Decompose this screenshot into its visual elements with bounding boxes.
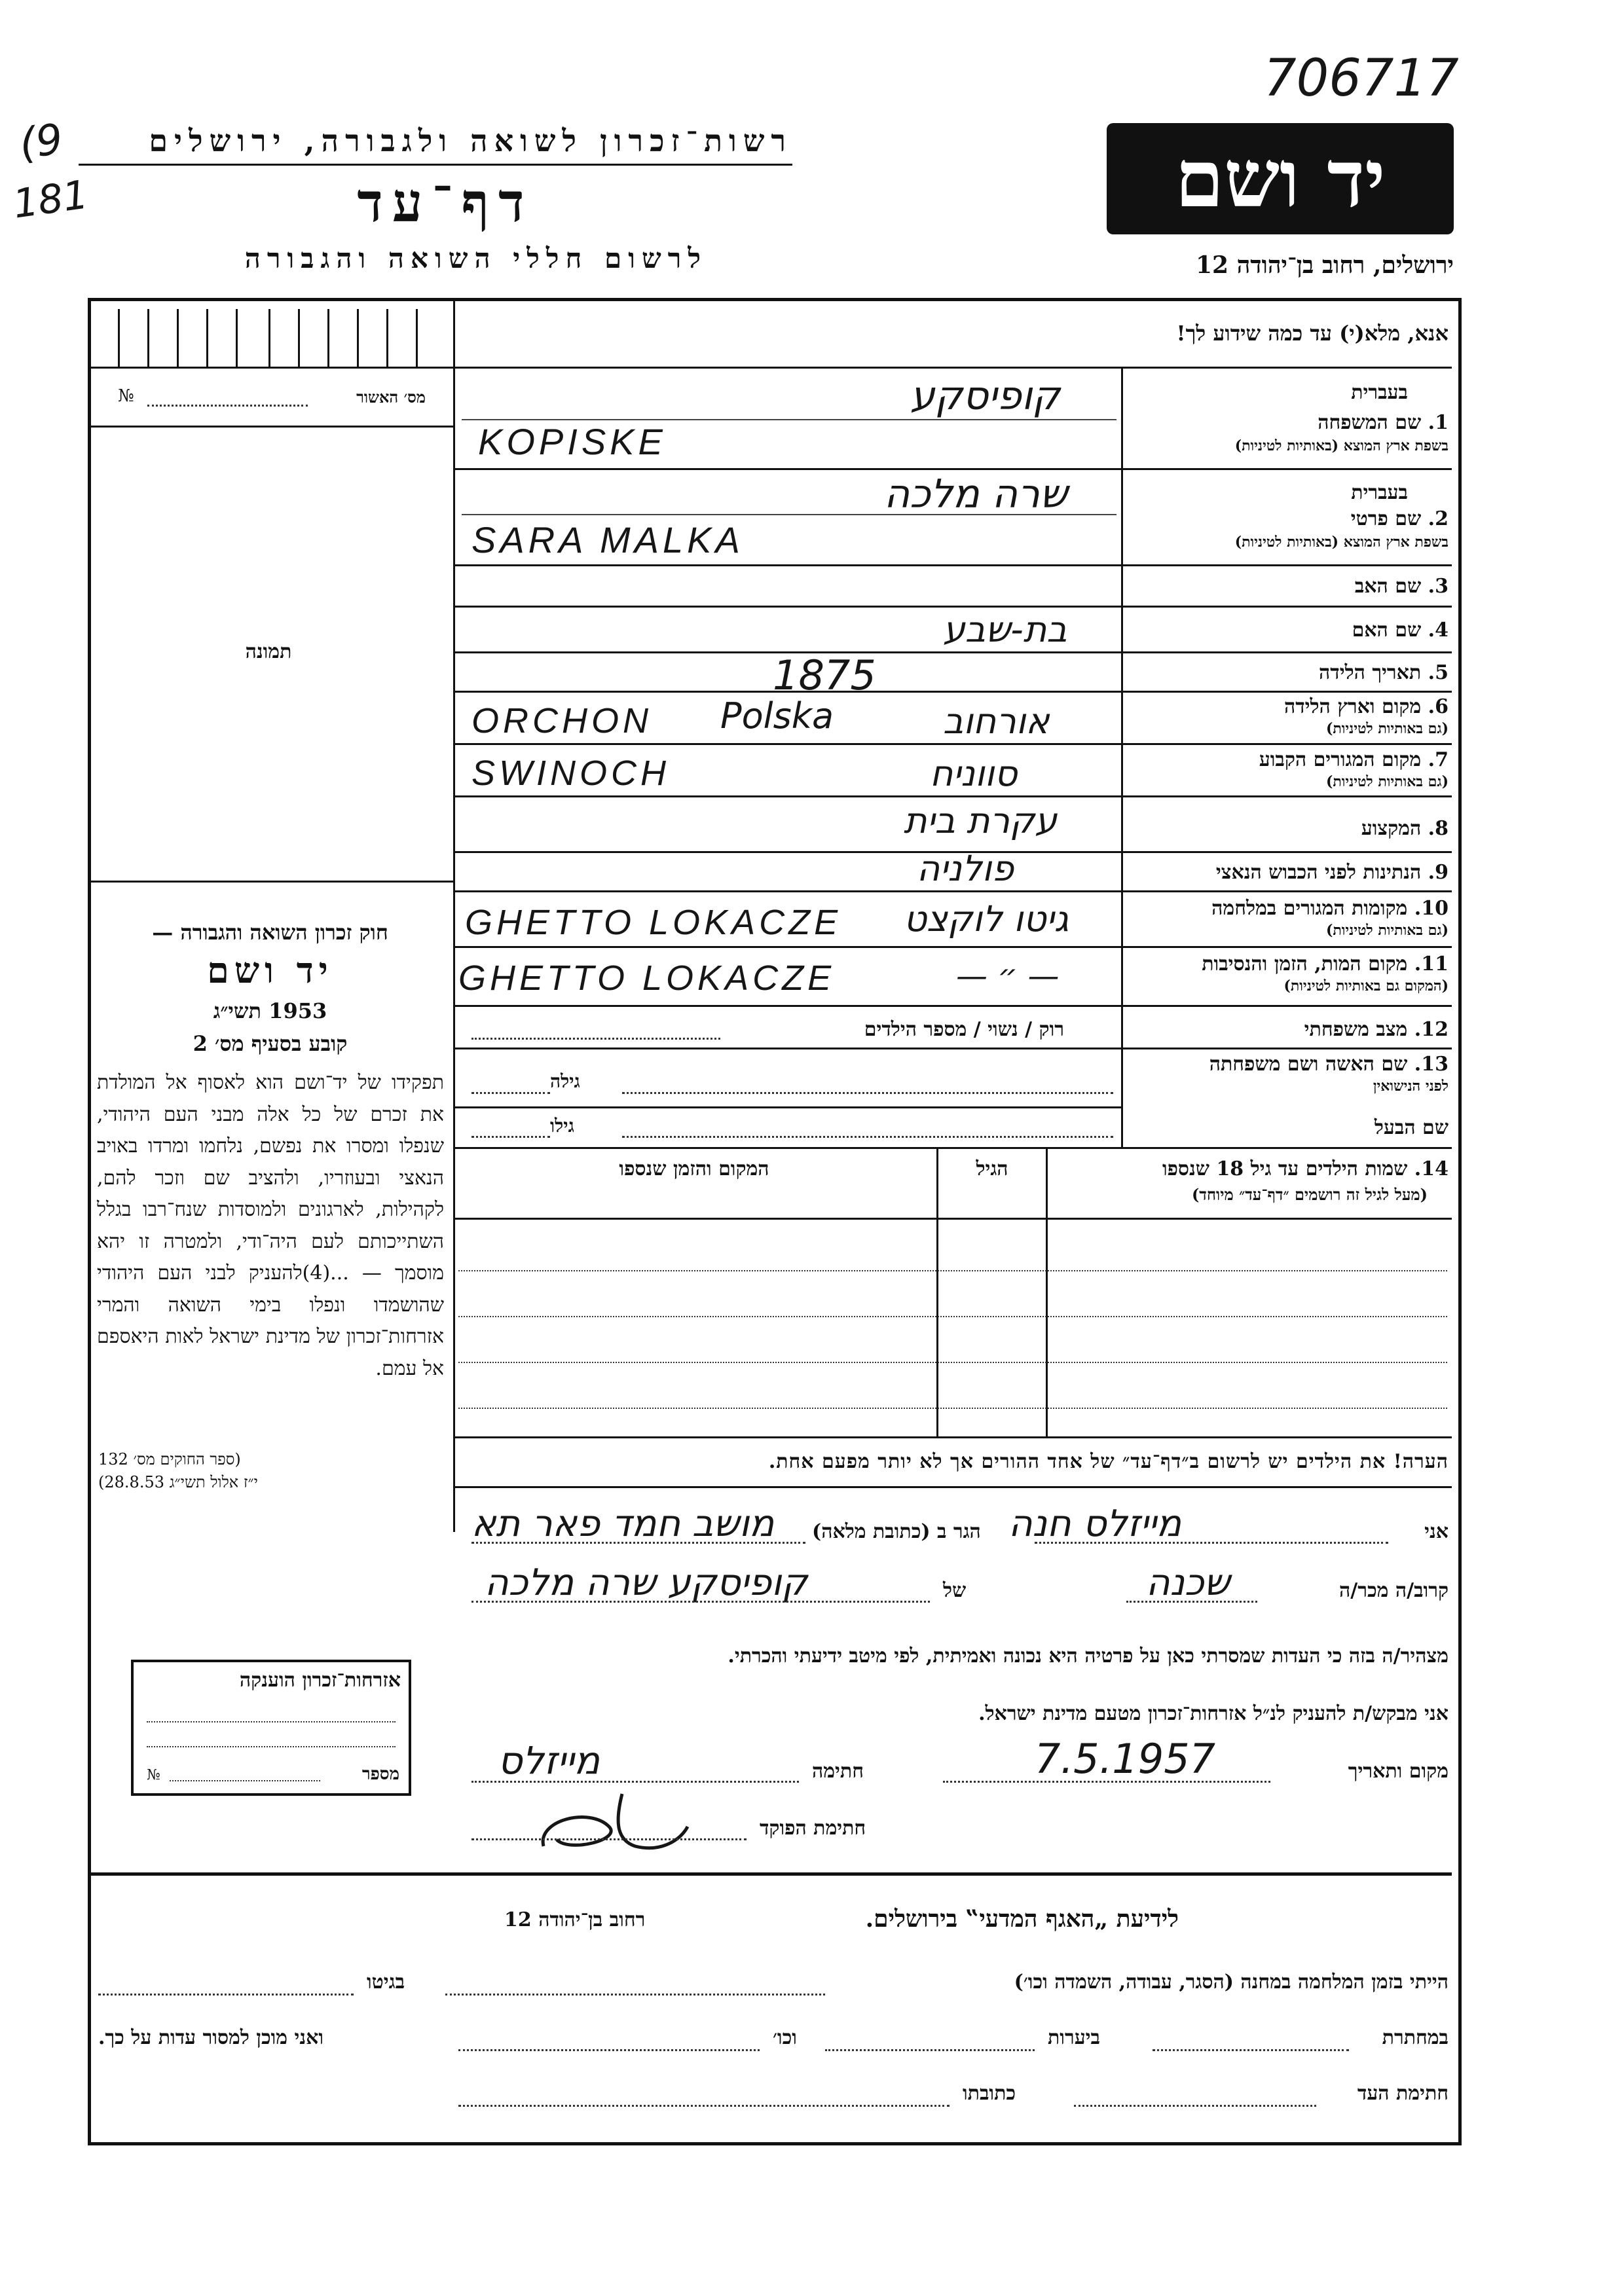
approval-no-field[interactable] [147, 405, 308, 407]
decl-of: של [943, 1579, 967, 1602]
decl-official-label: חתימת הפוקד [760, 1817, 866, 1840]
photo-label: תמונה [245, 640, 292, 663]
footer-witness-sig: חתימת העד [1357, 2082, 1449, 2105]
children-col-age: הגיל [976, 1157, 1008, 1180]
law-text: תפקידו של יד־ושם הוא לאסוף אל המולדת את זכרם של כל אלה מבני העם היהודי, שנפלו ומסרו את נפשם, נלחמו ומרדו באויב הנאצי ובעוזריו, ולהציב שם וזכר להם, לקהילות, לארגונים ולמוסדות שנח־רבו בגלל השתייכותם לעם היה־ודי, ולמטרה זו יהא מוסמך — ...(4)להעניק לבני העם היהודי שהושמדו ונפלו בימי השואה והמרי אזרחות־זכרון של מדינת ישראל לאות היאספם אל עמם. [97, 1071, 445, 1380]
field-1-sub: בשפת ארץ המוצא (באותיות לטיניות) [1234, 437, 1449, 454]
field-7-label: 7. מקום המגורים הקבוע [1259, 748, 1449, 771]
decl-statement: מצהיר/ה בזה כי העדות שמסרתי כאן על פרטיה היא נכונה ואמיתית, לפי מיטב ידיעתי והכרתי. [728, 1645, 1449, 1667]
field-6-label: 6. מקום וארץ הלידה [1283, 695, 1449, 718]
citizenship-title: אזרחות־זכרון הוענקה [239, 1669, 401, 1692]
logo-text: יד ושם [1175, 132, 1386, 225]
field-4-label: 4. שם האם [1352, 619, 1449, 642]
field-9-value[interactable]: פולניה [917, 848, 1014, 889]
law-year-hebrew: תשי״ג [213, 998, 262, 1023]
field-10-value-latin[interactable]: GHETTO LOKACZE [465, 903, 842, 942]
field-2-hebrew-tag: בעברית [1351, 481, 1408, 504]
field-13-sub: לפני הנישואין [1373, 1078, 1449, 1095]
official-signature[interactable] [530, 1781, 701, 1859]
field-8-label: 8. המקצוע [1361, 817, 1449, 840]
field-5-label: 5. תאריך הלידה [1319, 661, 1449, 684]
labels-column-border [1121, 368, 1123, 1147]
footer-line1: הייתי בזמן המלחמה במחנה (הסגר, עבודה, השמדה וכו׳) [1014, 1971, 1449, 1994]
children-row-2[interactable] [458, 1316, 1447, 1317]
field-6-value-country[interactable]: Polska [720, 695, 834, 737]
field-12-value[interactable]: רוק / נשוי / מספר הילדים [864, 1018, 1064, 1041]
decl-signature[interactable]: מייזלס [498, 1738, 600, 1783]
law-year: 1953 [268, 998, 327, 1023]
field-10-sub: (גם באותיות לטיניות) [1325, 922, 1449, 939]
law-source-1: (ספר החוקים מס׳ 132 [98, 1450, 241, 1468]
children-label: 14. שמות הילדים עד גיל 18 שנספו [1162, 1157, 1449, 1180]
footer-ready: ואני מוכן למסור עדות על כך. [98, 2026, 324, 2049]
field-8-value[interactable]: עקרת בית [904, 800, 1058, 841]
children-row-1[interactable] [458, 1270, 1447, 1271]
field-6-value-latin[interactable]: ORCHON [471, 701, 652, 740]
citizenship-no-symbol: № [147, 1767, 160, 1783]
footer-address-label: כתובתו [963, 2082, 1016, 2105]
footer-etc: וכו׳ [773, 2026, 797, 2049]
field-11-sub: (המקום גם באותיות לטיניות) [1283, 977, 1449, 994]
footer-divider [91, 1872, 1452, 1876]
yad-vashem-logo [1107, 123, 1454, 234]
field-7-value-latin[interactable]: SWINOCH [471, 754, 670, 793]
decl-victim[interactable]: קופיסקע שרה מלכה [485, 1561, 808, 1604]
field-1-hebrew-tag: בעברית [1351, 381, 1408, 404]
decl-address[interactable]: מושב חמד פאר תא [471, 1503, 775, 1545]
decl-relation[interactable]: שכנה [1146, 1561, 1230, 1604]
note: הערה! את הילדים יש לרשום ב״דף־עד״ של אחד ההורים אך לא יותר מפעם אחת. [768, 1450, 1449, 1473]
children-col-divider-2 [1046, 1147, 1048, 1436]
field-13-age-label: גילה [550, 1070, 580, 1092]
form-title: דף־עד [357, 172, 534, 234]
law-clause: קובע בסעיף מס׳ 2 [193, 1031, 348, 1056]
husband-name-field[interactable] [622, 1136, 1113, 1138]
field-6-sub: (גם באותיות לטיניות) [1325, 720, 1449, 737]
field-1-value-hebrew[interactable]: קופיסקע [910, 373, 1060, 419]
field-12-children-count[interactable] [471, 1038, 720, 1040]
field-3-label: 3. שם האב [1354, 575, 1449, 598]
decl-signature-label: חתימה [812, 1760, 864, 1783]
approval-row-bottom [91, 426, 454, 428]
field-11-label: 11. מקום המות, הזמן והנסיבות [1202, 953, 1449, 975]
footer-in-ghetto: בגיטו [367, 1971, 405, 1994]
children-sub: (מעל לגיל זה רושמים ״דף־עד״ מיוחד) [1191, 1185, 1428, 1204]
institution-underline [79, 164, 792, 166]
field-2-value-latin[interactable]: SARA MALKA [471, 519, 744, 560]
field-11-value-hebrew[interactable]: — ״ — [956, 958, 1060, 994]
decl-request: אני מבקש/ת להעניק לנ״ל אזרחות־זכרון מטעם מדינת ישראל. [978, 1702, 1449, 1725]
field-1-label: 1. שם המשפחה [1318, 411, 1449, 434]
field-2-sub: בשפת ארץ המוצא (באותיות לטיניות) [1234, 534, 1449, 551]
approval-no-symbol: № [118, 386, 134, 406]
instruction-row-bottom [454, 367, 1452, 369]
field-9-label: 9. הנתינות לפני הכבוש הנאצי [1215, 861, 1449, 884]
field-2-label: 2. שם פרטי [1350, 507, 1449, 530]
margin-number: 181 [10, 172, 91, 228]
footer-title: לידיעת „האגף המדעי‟ בירושלים. [865, 1905, 1179, 1933]
citizenship-number-label: מספר [361, 1764, 399, 1784]
field-13-name-field[interactable] [622, 1092, 1113, 1094]
field-6-value-hebrew[interactable]: אורחוב [943, 701, 1050, 742]
decl-date[interactable]: 7.5.1957 [1035, 1735, 1216, 1783]
form-subtitle: לרשום חללי השואה והגבורה [244, 242, 707, 274]
margin-mark: (9 [16, 115, 66, 170]
decl-residing: הגר ב (כתובת מלאה) [812, 1520, 981, 1543]
field-10-label: 10. מקומות המגורים במלחמה [1211, 897, 1449, 920]
children-row-4[interactable] [458, 1408, 1447, 1409]
left-panel-border [453, 301, 455, 1532]
checkbox-row-bottom [91, 367, 454, 369]
husband-age-label: גילו [550, 1115, 574, 1137]
law-year-line [95, 998, 445, 1023]
decl-ani: אני [1424, 1520, 1449, 1543]
decl-declarant[interactable]: מייזלס חנה [1008, 1503, 1182, 1545]
children-col-place: המקום והזמן שנספו [619, 1157, 769, 1180]
address: ירושלים, רחוב בן־יהודה 12 [1195, 251, 1454, 279]
field-11-value-latin[interactable]: GHETTO LOKACZE [458, 958, 836, 998]
field-7-sub: (גם באותיות לטיניות) [1325, 773, 1449, 790]
field-10-value-hebrew[interactable]: גיטו לוקצט [904, 898, 1069, 939]
footer-address: רחוב בן־יהודה 12 [504, 1908, 646, 1931]
field-1-value-latin[interactable]: KOPISKE [478, 421, 667, 462]
field-4-value[interactable]: בת-שבע [943, 609, 1067, 650]
children-row-3[interactable] [458, 1362, 1447, 1363]
field-2-value-hebrew[interactable]: שרה מלכה [884, 471, 1068, 517]
photo-box-bottom [91, 881, 454, 883]
footer-forests: ביערות [1048, 2026, 1101, 2049]
decl-place-date-label: מקום ותאריך [1348, 1760, 1449, 1783]
field-7-value-hebrew[interactable]: סווניח [930, 753, 1018, 794]
law-name: יד ושם [207, 949, 333, 991]
field-12-label: 12. מצב משפחתי [1304, 1018, 1449, 1041]
archive-number: 706717 [1264, 49, 1459, 108]
decl-relative: קרוב/ה מכר/ה [1339, 1579, 1449, 1602]
instruction: אנא, מלא(י) עד כמה שידוע לך! [1176, 321, 1449, 346]
law-title: חוק זכרון השואה והגבורה — [152, 920, 388, 945]
citizenship-box [131, 1660, 411, 1796]
approval-label: מס׳ האשור [356, 388, 426, 407]
footer-partisans: במחתרת [1382, 2026, 1449, 2049]
husband-label: שם הבעל [1374, 1116, 1449, 1139]
field-13-age-field[interactable] [471, 1092, 550, 1094]
husband-age-field[interactable] [471, 1136, 550, 1138]
institution-title: רשות־זכרון לשואה ולגבורה, ירושלים [149, 123, 792, 158]
field-5-value[interactable]: 1875 [773, 651, 876, 699]
children-col-divider-1 [936, 1147, 938, 1436]
law-source-2: י״ז אלול תשי״ג 28.8.53) [98, 1473, 258, 1491]
field-13-label: 13. שם האשה ושם משפחתה [1209, 1053, 1449, 1076]
